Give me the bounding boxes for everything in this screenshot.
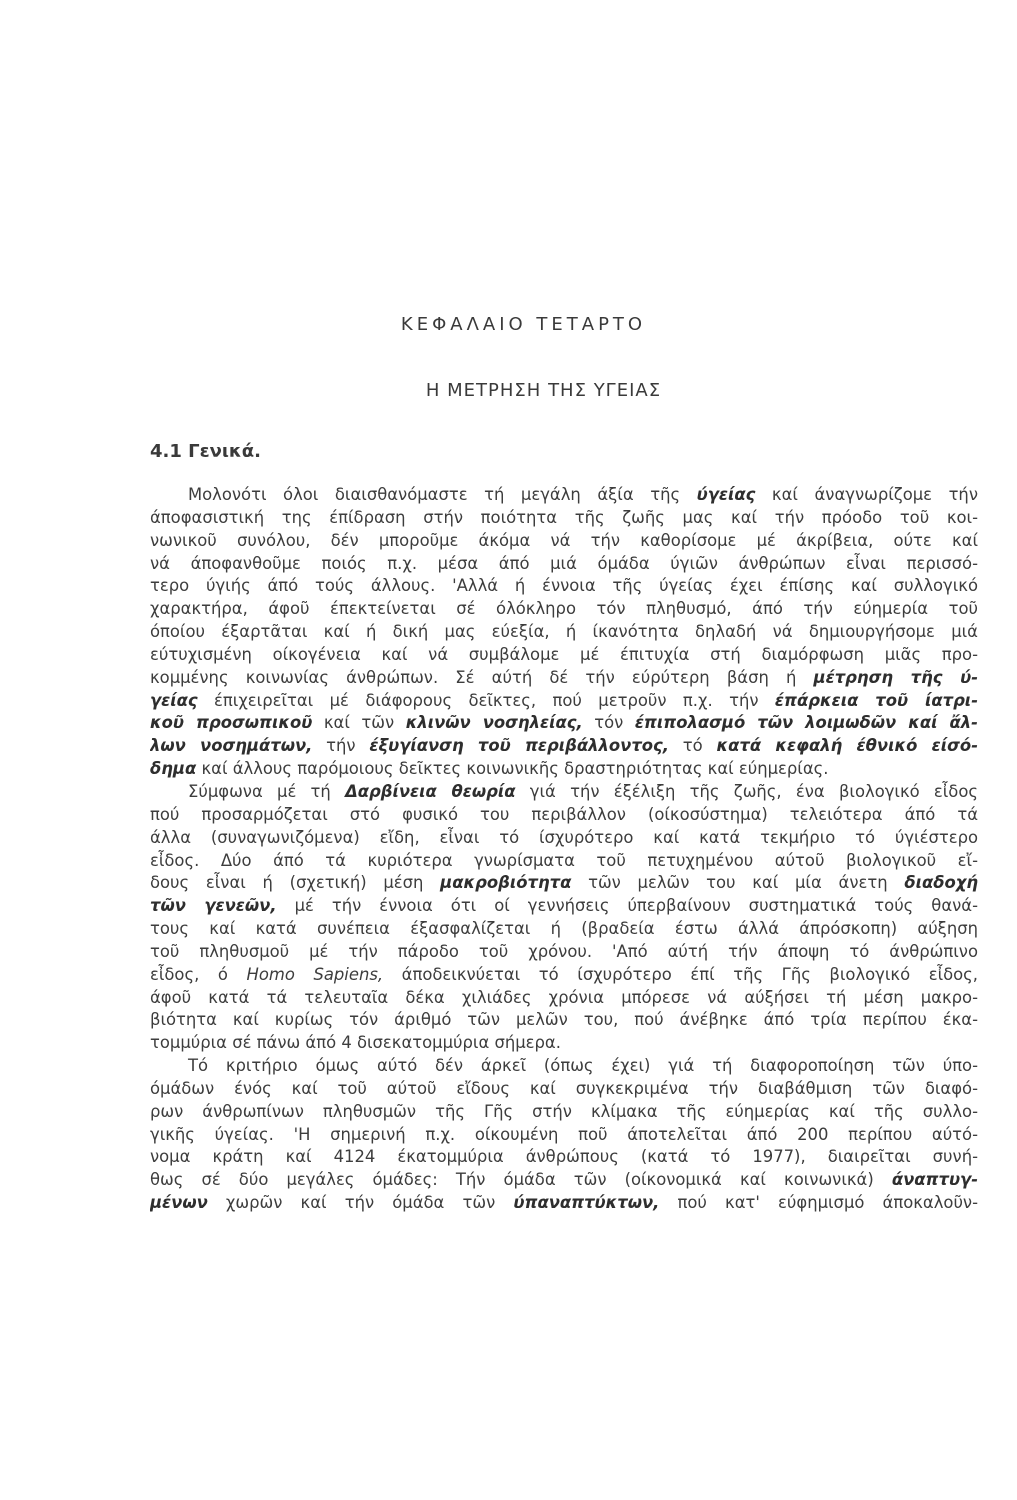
text-line: [150, 553, 978, 576]
emphasized-term: ύγείας: [696, 485, 756, 504]
text-run: εύτυχισμένη οίκογένεια καί νά συμβάλομε μέ έπιτυχία στή διαμόρφωση μιᾶς προ-: [150, 644, 978, 664]
emphasized-term: λων νοσημάτων,: [150, 736, 313, 756]
text-run: καί άναγνωρίζομε τήν: [755, 485, 978, 504]
text-line: [150, 758, 978, 781]
emphasized-term: γείας: [150, 690, 198, 710]
text-run: πού κατ' εύφημισμό άποκαλοῦν-: [659, 1193, 978, 1213]
text-line: [150, 1009, 978, 1032]
text-run: Μολονότι όλοι διαισθανόμαστε τή μεγάλη άξία τῆς: [188, 485, 697, 504]
text-run: εἶδος, ό: [150, 964, 247, 984]
emphasized-term: έπιπολασμό τῶν λοιμωδῶν καί ἄλ-: [634, 713, 978, 733]
emphasized-term: μέτρηση τῆς ύ-: [813, 667, 978, 687]
text-line: [150, 987, 978, 1010]
text-run: μέ τήν έννοια ότι οί γεννήσεις ύπερβαίνουν συστηματικά τούς θανά-: [276, 896, 978, 916]
text-line: [150, 1055, 978, 1078]
text-run: άφοῦ κατά τά τελευταῖα δέκα χιλιάδες χρόνια μπόρεσε νά αύξήσει τή μέση μακρο-: [150, 987, 978, 1007]
text-line: [150, 781, 978, 804]
text-line: [150, 872, 978, 895]
text-run: όποίου έξαρτᾶται καί ή δική μας εύεξία, ή ίκανότητα δηλαδή νά δημιουργήσομε μιά: [150, 622, 978, 642]
text-line: [150, 644, 978, 667]
text-run: τό: [669, 736, 717, 756]
text-run: έπιχειρεῖται μέ διάφορους δεῖκτες, πού μετροῦν π.χ. τήν: [197, 690, 775, 710]
chapter-title: Η ΜΕΤΡΗΣΗ ΤΗΣ ΥΓΕΙΑΣ: [425, 380, 662, 401]
text-line: [150, 850, 978, 873]
text-run: νωνικοῦ συνόλου, δέν μποροῦμε άκόμα νά τήν καθορίσομε μέ άκρίβεια, ούτε καί: [150, 530, 978, 550]
text-line: [150, 575, 978, 598]
text-line: [150, 1124, 978, 1147]
text-run: τῶν μελῶν του καί μία άνετη: [571, 873, 905, 893]
text-line: [150, 1146, 978, 1169]
emphasized-term: δημα: [150, 759, 197, 779]
text-run: νομα κράτη καί 4124 έκατομμύρια άνθρώπους (κατά τό 1977), διαιρεῖται συνή-: [150, 1147, 978, 1167]
text-run: γικῆς ύγείας. 'Η σημερινή π.χ. οίκουμένη ποῦ άποτελεῖται άπό 200 περίπου αύτό-: [150, 1124, 978, 1144]
text-line: [150, 1078, 978, 1101]
emphasized-term: κλινῶν νοσηλείας,: [405, 713, 583, 733]
emphasized-term: κατά κεφαλή έθνικό είσό-: [716, 736, 978, 756]
text-line: [150, 735, 978, 758]
text-line: [150, 598, 978, 621]
text-line: [150, 941, 978, 964]
emphasized-term: διαδοχή: [904, 873, 978, 893]
text-line: [150, 690, 978, 713]
text-run: τερο ύγιής άπό τούς άλλους. 'Αλλά ή έννοια τῆς ύγείας έχει έπίσης καί συλλογικό: [150, 576, 978, 596]
chapter-heading: ΚΕΦΑΛΑΙΟ ΤΕΤΑΡΤΟ: [400, 314, 647, 335]
text-run: τοῦ πληθυσμοῦ μέ τήν πάροδο τοῦ χρόνου. 'Από αύτή τήν άποψη τό άνθρώπινο: [150, 941, 978, 961]
text-run: Σύμφωνα μέ τή: [188, 781, 346, 801]
text-run: άποδεικνύεται τό ίσχυρότερο έπί τῆς Γῆς βιολογικό εἶδος,: [383, 964, 978, 984]
text-line: [150, 918, 978, 941]
text-line: [150, 530, 978, 553]
text-line: [150, 507, 978, 530]
text-line: [150, 1032, 978, 1055]
text-run: γιά τήν έξέλιξη τῆς ζωῆς, ένα βιολογικό εἶδος: [515, 781, 978, 801]
text-run: Τό κριτήριο όμως αύτό δέν άρκεῖ (όπως έχει) γιά τή διαφοροποίηση τῶν ύπο-: [188, 1056, 978, 1076]
section-heading: 4.1 Γενικά.: [150, 441, 261, 462]
italic-term: Homo Sapiens,: [246, 964, 384, 984]
emphasized-term: ύπαναπτύκτων,: [513, 1193, 660, 1213]
emphasized-term: τῶν γενεῶν,: [150, 896, 277, 916]
text-line: [150, 712, 978, 735]
text-run: δους εἶναι ή (σχετική) μέση: [150, 873, 441, 893]
emphasized-term: κοῦ προσωπικοῦ: [150, 713, 313, 733]
text-run: τους καί κατά συνέπεια έξασφαλίζεται ή (βραδεία έστω άλλά άπρόσκοπη) αύξηση: [150, 919, 978, 939]
text-line: [150, 667, 978, 690]
text-run: κομμένης κοινωνίας άνθρώπων. Σέ αύτή δέ τήν εύρύτερη βάση ή: [150, 667, 814, 687]
emphasized-term: μακροβιότητα: [440, 873, 572, 893]
text-run: τομμύρια σέ πάνω άπό 4 δισεκατομμύρια σήμερα.: [150, 1033, 561, 1053]
text-line: [150, 827, 978, 850]
text-run: καί άλλους παρόμοιους δεῖκτες κοινωνικῆς δραστηριότητας καί εύημερίας.: [196, 759, 829, 779]
emphasized-term: έξυγίανση τοῦ περιβάλλοντος,: [369, 736, 669, 756]
text-run: εἶδος. Δύο άπό τά κυριότερα γνωρίσματα τοῦ πετυχημένου αύτοῦ βιολογικοῦ εἴ-: [150, 850, 978, 870]
text-run: χαρακτήρα, άφοῦ έπεκτείνεται σέ όλόκληρο τόν πληθυσμό, άπό τήν εύημερία τοῦ: [150, 599, 978, 619]
text-run: όμάδων ένός καί τοῦ αύτοῦ εἴδους καί συγκεκριμένα τήν διαβάθμιση τῶν διαφό-: [150, 1078, 978, 1098]
text-run: θως σέ δύο μεγάλες όμάδες: Τήν όμάδα τῶν (οίκονομικά καί κοινωνικά): [150, 1170, 892, 1190]
text-run: καί τῶν: [312, 713, 406, 733]
text-line: [150, 804, 978, 827]
text-run: πού προσαρμόζεται στό φυσικό του περιβάλλον (οίκοσύστημα) τελειότερα άπό τά: [150, 804, 978, 824]
text-run: τήν: [312, 736, 370, 756]
text-run: ρων άνθρωπίνων πληθυσμῶν τῆς Γῆς στήν κλίμακα τῆς εύημερίας καί τῆς συλλο-: [150, 1101, 978, 1121]
emphasized-term: μένων: [150, 1193, 208, 1213]
text-line: [150, 484, 978, 507]
text-run: άποφασιστική της έπίδραση στήν ποιότητα τῆς ζωῆς μας καί τήν πρόοδο τοῦ κοι-: [150, 507, 978, 527]
emphasized-term: έπάρκεια τοῦ ίατρι-: [774, 690, 978, 710]
emphasized-term: Δαρβίνεια θεωρία: [345, 781, 516, 801]
text-run: τόν: [582, 713, 635, 733]
text-run: χωρῶν καί τήν όμάδα τῶν: [207, 1193, 514, 1213]
text-line: [150, 964, 978, 987]
emphasized-term: άναπτυγ-: [891, 1170, 978, 1190]
text-line: [150, 895, 978, 918]
text-line: [150, 1101, 978, 1124]
text-run: άλλα (συναγωνιζόμενα) εἴδη, εἶναι τό ίσχυρότερο καί κατά τεκμήριο τό ύγιέστερο: [150, 827, 978, 847]
text-line: [150, 1169, 978, 1192]
text-run: νά άποφανθοῦμε ποιός π.χ. μέσα άπό μιά όμάδα ύγιῶν άνθρώπων εἶναι περισσό-: [150, 553, 978, 573]
text-run: βιότητα καί κυρίως τόν άριθμό τῶν μελῶν του, πού άνέβηκε άπό τρία περίπου έκα-: [150, 1010, 978, 1030]
text-line: [150, 1192, 978, 1215]
body-text: [150, 484, 978, 1215]
text-line: [150, 621, 978, 644]
